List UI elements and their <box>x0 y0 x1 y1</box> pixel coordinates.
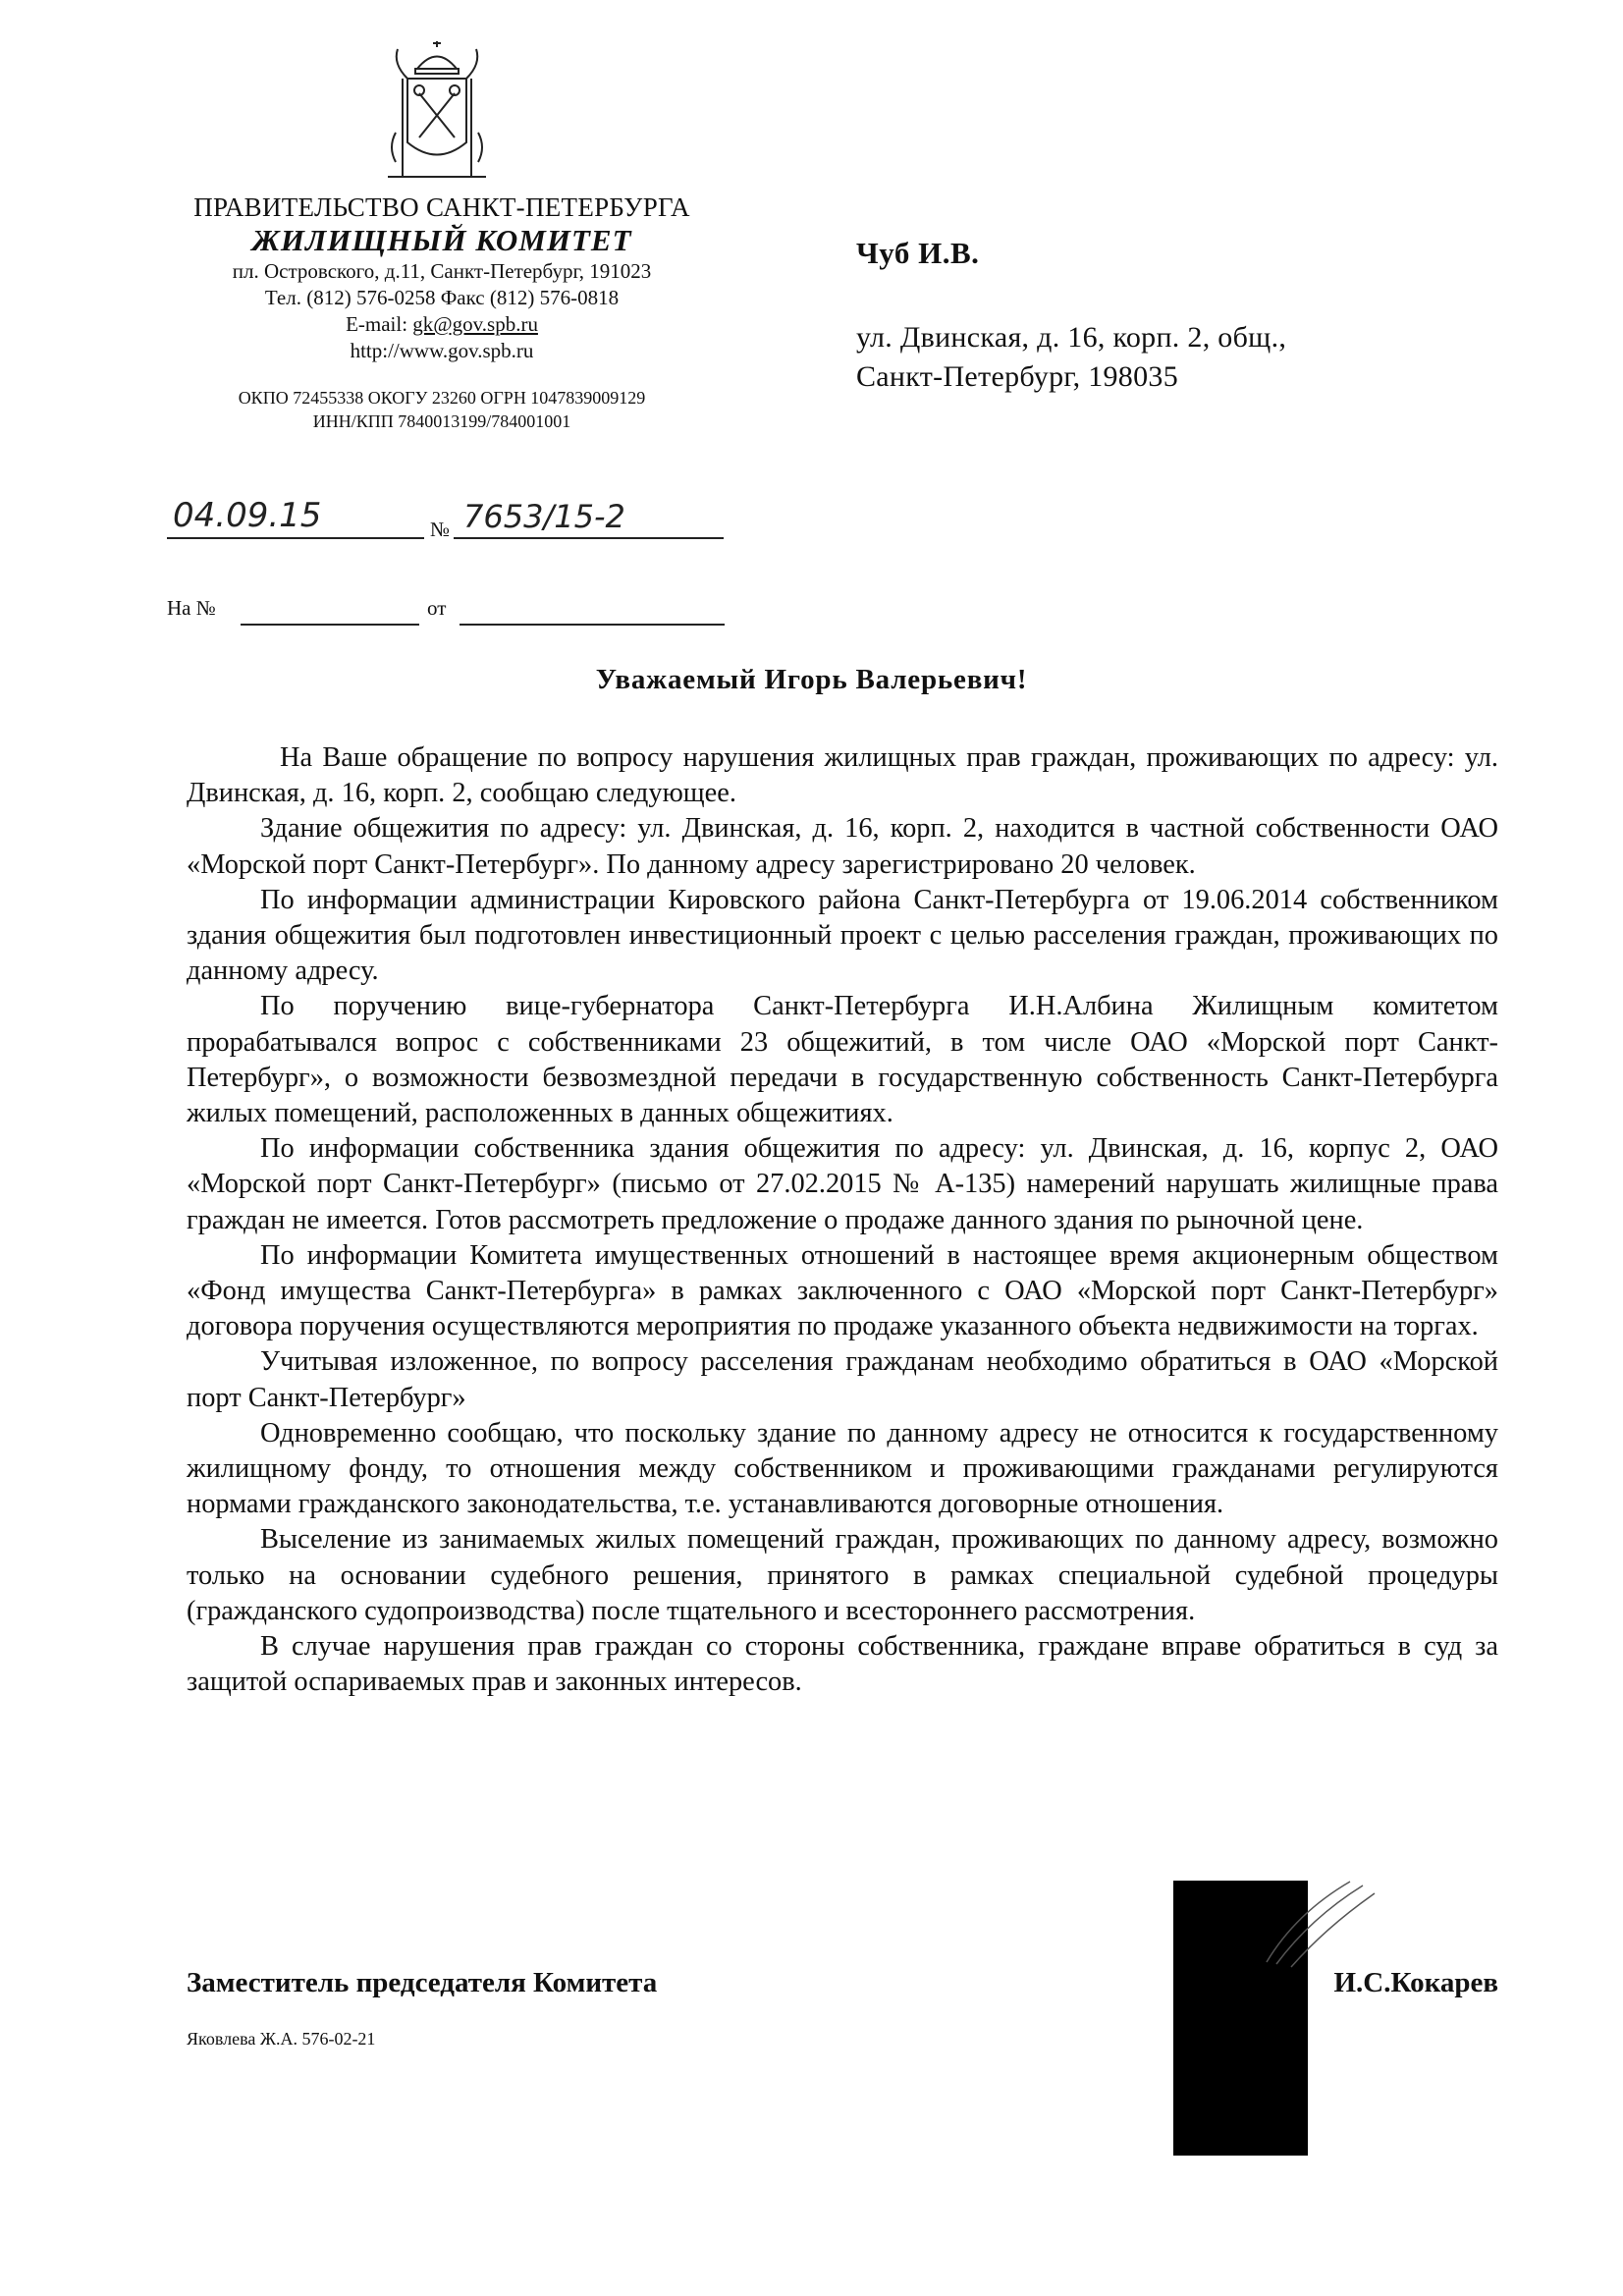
reply-reference-row <box>167 594 736 633</box>
signature-block <box>187 1967 1498 2006</box>
spb-coat-of-arms-icon <box>378 39 496 187</box>
committee-email-line <box>147 311 736 338</box>
body-paragraph: По информации администрации Кировского района Санкт-Петербурга от 19.06.2014 собственником здания общежития был подготовлен инвестиционный проект с целью расселения граждан, проживающих по данному адресу. <box>187 884 1498 987</box>
addressee-address-line2: Санкт-Петербург, 198035 <box>856 360 1179 393</box>
body-paragraph: По информации собственника здания общежития по адресу: ул. Двинская, д. 16, корпус 2, ОАО «Морской порт Санкт-Петербург» (письмо от 27.02.2015 № А-135) намерений нарушать жилищные права граждан не имеется. Готов рассмотреть предложение о продаже данного здания по рыночной цене. <box>187 1133 1498 1235</box>
registration-row <box>167 496 736 545</box>
reply-number-blank <box>241 624 419 626</box>
body-paragraph: Одновременно сообщаю, что поскольку здание по данному адресу не относится к государственному жилищному фонду, то отношения между собственником и проживающими гражданами регулируются нормами гражданского законодательства, т.е. устанавливаются договорные отношения. <box>187 1417 1498 1520</box>
outgoing-date: 04.09.15 <box>173 496 322 535</box>
signatory-name: И.С.Кокарев <box>1333 1967 1498 1998</box>
reply-date-blank <box>460 624 725 626</box>
executor-info: Яковлева Ж.А. 576-02-21 <box>187 2029 376 2049</box>
number-underline <box>454 537 724 539</box>
tax-codes: ИНН/КПП 7840013199/784001001 <box>312 411 571 431</box>
date-underline <box>167 537 424 539</box>
reply-to-label: На № <box>167 596 216 620</box>
salutation: Уважаемый Игорь Валерьевич! <box>595 664 1028 695</box>
body-paragraph: На Ваше обращение по вопросу нарушения жилищных прав граждан, проживающих по адресу: ул. Двинская, д. 16, корп. 2, сообщаю следующее. <box>187 742 1498 809</box>
number-sign: № <box>430 518 451 541</box>
registry-codes: ОКПО 72455338 ОКОГУ 23260 ОГРН 1047839009129 <box>238 388 646 408</box>
signatory-title: Заместитель председателя Комитета <box>187 1967 658 1998</box>
outgoing-number: 7653/15-2 <box>463 498 625 535</box>
committee-website[interactable]: http://www.gov.spb.ru <box>350 339 534 362</box>
letterhead <box>147 191 736 433</box>
committee-name: ЖИЛИЩНЫЙ КОМИТЕТ <box>251 223 632 257</box>
handwritten-signature <box>1257 1874 1384 1972</box>
body-paragraph: По информации Комитета имущественных отношений в настоящее время акционерным обществом «Фонд имущества Санкт-Петербурга» в рамках заключенного с ОАО «Морской порт Санкт-Петербург» договора поручения осуществляются мероприятия по продаже указанного объекта недвижимости на торгах. <box>187 1239 1498 1342</box>
addressee-address-line1: ул. Двинская, д. 16, корп. 2, общ., <box>856 321 1287 354</box>
body-paragraph: По поручению вице-губернатора Санкт-Петербурга И.Н.Албина Жилищным комитетом прорабатывался вопрос с собственниками 23 общежитий, в том числе ОАО «Морской порт Санкт-Петербург», о возможности безвозмездной передачи в государственную собственность Санкт-Петербурга жилых помещений, расположенных в данных общежитиях. <box>187 991 1498 1129</box>
addressee-name: Чуб И.В. <box>856 236 980 270</box>
from-label: от <box>427 596 447 620</box>
government-name: ПРАВИТЕЛЬСТВО САНКТ-ПЕТЕРБУРГА <box>193 192 690 222</box>
body-paragraph: Выселение из занимаемых жилых помещений граждан, проживающих по данному адресу, возможно только на основании судебного решения, принятого в рамках специальной судебной процедуры (гражданского судопроизводства) после тщательного и всестороннего рассмотрения. <box>187 1524 1498 1626</box>
committee-address: пл. Островского, д.11, Санкт-Петербург, 191023 <box>232 259 652 283</box>
email-label: E-mail: <box>346 312 413 336</box>
addressee-block <box>856 236 1543 397</box>
body-paragraph: Учитывая изложенное, по вопросу расселения гражданам необходимо обратиться в ОАО «Морской порт Санкт-Петербург» <box>187 1346 1498 1413</box>
letter-body <box>187 740 1498 1700</box>
email-link[interactable]: gk@gov.spb.ru <box>412 312 538 336</box>
committee-phone-fax: Тел. (812) 576-0258 Факс (812) 576-0818 <box>264 286 620 309</box>
body-paragraph: Здание общежития по адресу: ул. Двинская, д. 16, корп. 2, находится в частной собственности ОАО «Морской порт Санкт-Петербург». По данному адресу зарегистрировано 20 человек. <box>187 813 1498 880</box>
body-paragraph: В случае нарушения прав граждан со стороны собственника, граждане вправе обратиться в суд за защитой оспариваемых прав и законных интересов. <box>187 1631 1498 1698</box>
